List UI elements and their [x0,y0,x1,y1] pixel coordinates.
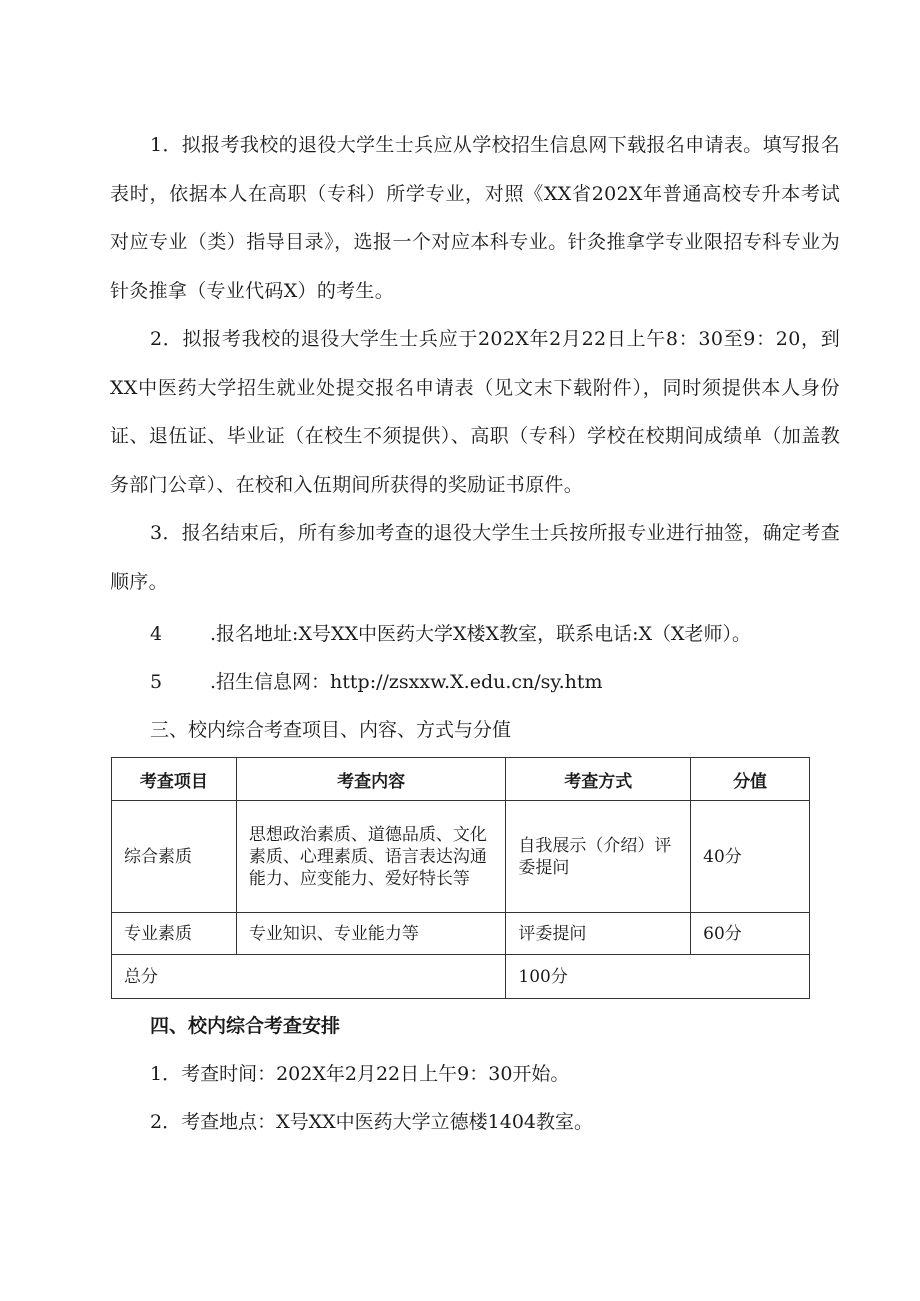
table-cell: 自我展示（介绍）评委提问 [506,801,691,913]
paragraph-2: 2．拟报考我校的退役大学生士兵应于202X年2月22日上午8：30至9：20，到XX中医药大学招生就业处提交报名申请表（见文末下载附件），同时须提供本人身份证、退伍证、毕业证（在校生不须提供）、高职（专科）学校在校期间成绩单（加盖教务部门公章）、在校和入伍期间所获得的奖励证书原件。 [110,328,840,496]
paragraph-3: 3．报名结束后，所有参加考查的退役大学生士兵按所报专业进行抽签，确定考查顺序。 [110,522,840,593]
table-cell: 60分 [691,913,810,955]
table-cell: 40分 [691,801,810,913]
table-header-cell: 考查内容 [236,758,506,801]
table-header-cell: 考查方式 [506,758,691,801]
table-total-row [112,955,810,999]
table-header-row [112,758,810,801]
table-cell: 专业素质 [112,913,237,955]
table-cell: 专业知识、专业能力等 [236,913,506,955]
assessment-table [111,757,810,999]
item-5-text: .招生信息网：http://zsxxw.X.edu.cn/sy.htm [210,671,603,693]
item-4 [150,619,751,649]
total-label: 总分 [112,955,506,999]
paragraph-1: 1．拟报考我校的退役大学生士兵应从学校招生信息网下载报名申请表。填写报名表时，依据本人在高职（专科）所学专业，对照《XX省202X年普通高校专升本考试对应专业（类）指导目录》，选报一个对应本科专业。针灸推拿学专业限招专科专业为针灸推拿（专业代码X）的考生。 [110,134,840,302]
table-header-cell: 考查项目 [112,758,237,801]
item-4-text: .报名地址:X号XX中医药大学X楼X教室，联系电话:X（X老师）。 [210,623,752,645]
table-cell: 综合素质 [112,801,237,913]
section-4-title: 四、校内综合考查安排 [150,1015,341,1037]
arrangement-2: 2．考查地点：X号XX中医药大学立德楼1404教室。 [150,1111,594,1133]
item-5 [150,667,603,697]
item-4-number: 4 [150,623,163,645]
table-header-cell: 分值 [691,758,810,801]
table-row [112,801,810,913]
total-value: 100分 [506,955,810,999]
arrangement-1: 1．考查时间：202X年2月22日上午9：30开始。 [150,1063,570,1085]
section-3-title: 三、校内综合考查项目、内容、方式与分值 [150,719,512,741]
table-cell: 思想政治素质、道德品质、文化素质、心理素质、语言表达沟通能力、应变能力、爱好特长等 [236,801,506,913]
table-row [112,913,810,955]
item-5-number: 5 [150,671,163,693]
table-cell: 评委提问 [506,913,691,955]
